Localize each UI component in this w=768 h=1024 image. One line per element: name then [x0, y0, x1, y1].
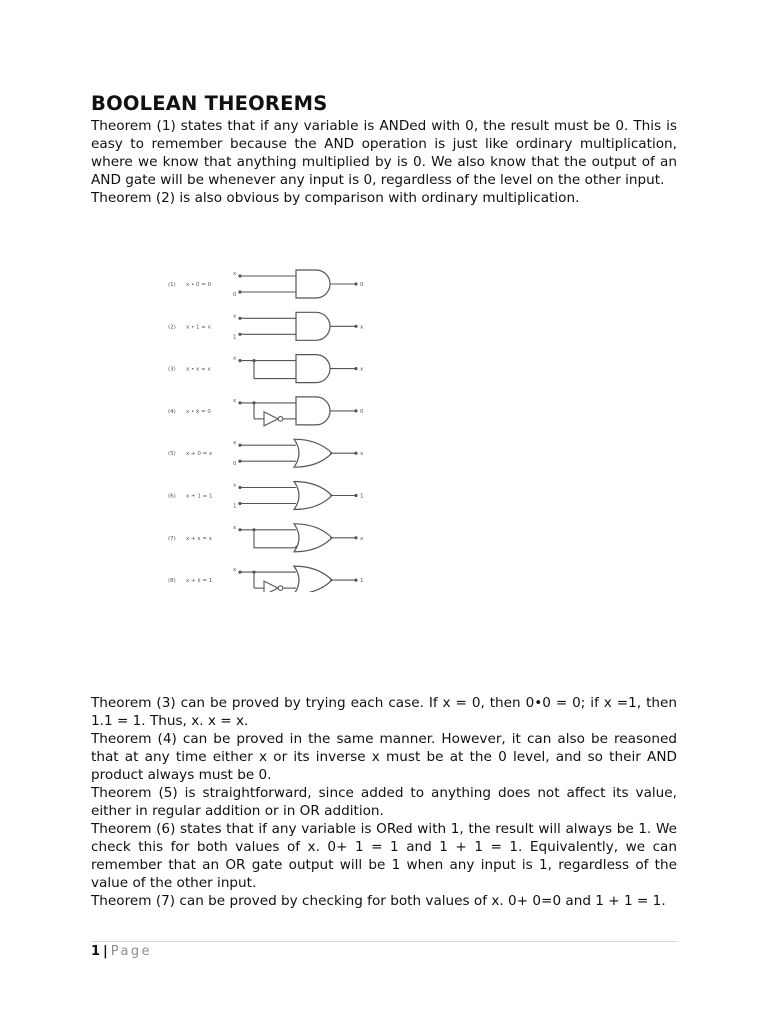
theorem-equation-label: x + 0 = x — [186, 451, 213, 458]
output-label: x — [360, 535, 364, 542]
theorem-number-label: (4) — [168, 408, 176, 415]
paragraph-theorem-1: Theorem (1) states that if any variable is ANDed with 0, the result must be 0. This is easy to remember because the AND operation is just like ordinary multiplication, where we know that anything multiplied by is 0. We also know that the output of an AND gate will be whenever any input is 0, regardless of the level on the other input. — [91, 118, 677, 188]
output-node-dot — [354, 536, 357, 539]
theorem-number-label: (7) — [168, 535, 176, 542]
output-node-dot — [354, 494, 357, 497]
theorem-number-label: (1) — [168, 282, 176, 288]
footer-divider — [91, 941, 678, 942]
inverter-bubble — [278, 417, 283, 422]
and-gate-symbol — [296, 355, 330, 383]
gate-row-7 — [238, 524, 357, 552]
paragraph-theorem-3: Theorem (3) can be proved by trying each case. If x = 0, then 0•0 = 0; if x =1, then 1.1 = 1. Thus, x. x = x. — [91, 695, 677, 729]
theorem-number-label: (8) — [168, 578, 176, 585]
paragraph-theorem-2: Theorem (2) is also obvious by comparison with ordinary multiplication. — [91, 190, 580, 206]
tied-input-wire — [254, 530, 296, 548]
input-bottom-label: 0 — [233, 461, 237, 468]
gate-row-5 — [238, 439, 357, 467]
theorem-equation-label: x • x = x — [186, 366, 211, 373]
input-top-label: x — [233, 567, 237, 574]
boolean-theorems-gate-diagram — [160, 262, 380, 592]
gate-row-8 — [238, 566, 357, 592]
theorem-equation-label: x • 0 = 0 — [186, 282, 212, 288]
theorem-equation-label: x • x̄ = 0 — [186, 408, 211, 415]
gate-row-6 — [238, 482, 357, 510]
theorem-equation-label: x • 1 = x — [186, 324, 211, 331]
proof-text-block — [91, 694, 677, 910]
inverter-triangle — [264, 412, 278, 426]
tied-input-wire — [254, 361, 296, 379]
paragraph-theorem-5: Theorem (5) is straightforward, since added to anything does not affect its value, either in regular addition or in OR addition. — [91, 785, 677, 819]
output-node-dot — [354, 325, 357, 328]
output-node-dot — [354, 409, 357, 412]
theorem-number-label: (5) — [168, 451, 176, 458]
input-bottom-label: 1 — [233, 503, 237, 510]
paragraph-theorem-7: Theorem (7) can be proved by checking for both values of x. 0+ 0=0 and 1 + 1 = 1. — [91, 893, 666, 909]
and-gate-symbol — [296, 270, 330, 298]
output-label: 1 — [360, 493, 364, 500]
theorem-number-label: (3) — [168, 366, 176, 373]
gate-row-1 — [238, 270, 357, 298]
gate-row-3 — [238, 355, 357, 383]
output-node-dot — [354, 282, 357, 285]
gate-row-2 — [238, 312, 357, 340]
output-label: 0 — [360, 408, 364, 415]
intro-text-block — [91, 117, 677, 207]
paragraph-theorem-6: Theorem (6) states that if any variable is ORed with 1, the result will always be 1. We check this for both values of x. 0+ 1 = 1 and 1 + 1 = 1. Equivalently, we can remember that an OR gate output will be 1 when any input is 1, regardless of the value of the other input. — [91, 821, 677, 891]
or-gate-symbol — [294, 482, 332, 510]
output-label: x — [360, 451, 364, 458]
gate-row-4 — [238, 397, 357, 426]
theorem-equation-label: x + x̄ = 1 — [186, 578, 213, 585]
or-gate-symbol — [294, 566, 332, 592]
output-node-dot — [354, 579, 357, 582]
inverter-bubble — [278, 586, 283, 591]
output-node-dot — [354, 452, 357, 455]
input-top-label: x — [233, 397, 237, 404]
page-label: Page — [110, 944, 152, 959]
footer-separator: | — [103, 944, 108, 959]
output-label: x — [360, 324, 364, 331]
page-title: BOOLEAN THEOREMS — [91, 92, 328, 115]
input-top-label: x — [233, 524, 237, 531]
theorem-number-label: (6) — [168, 493, 176, 500]
and-gate-symbol — [296, 312, 330, 340]
output-label: 0 — [360, 282, 364, 288]
page-footer — [91, 944, 152, 959]
input-bottom-label: 1 — [233, 334, 237, 341]
paragraph-theorem-4: Theorem (4) can be proved in the same manner. However, it can also be reasoned that at any time either x or its inverse x must be at the 0 level, and so their AND product always must be 0. — [91, 731, 677, 783]
input-top-label: x — [233, 271, 237, 277]
gate-diagram-svg — [160, 262, 380, 592]
theorem-equation-label: x + x = x — [186, 535, 212, 542]
input-top-label: x — [233, 440, 237, 447]
input-top-label: x — [233, 313, 237, 320]
input-top-label: x — [233, 482, 237, 489]
output-node-dot — [354, 367, 357, 370]
theorem-number-label: (2) — [168, 324, 176, 331]
input-bottom-label: 0 — [233, 292, 237, 298]
theorem-equation-label: x + 1 = 1 — [186, 493, 213, 500]
output-label: 1 — [360, 578, 364, 585]
input-top-label: x — [233, 355, 237, 362]
page-number: 1 — [91, 944, 101, 959]
inverter-triangle — [264, 581, 278, 592]
or-gate-symbol — [294, 439, 332, 467]
output-label: x — [360, 366, 364, 373]
or-gate-symbol — [294, 524, 332, 552]
and-gate-symbol — [296, 397, 330, 425]
